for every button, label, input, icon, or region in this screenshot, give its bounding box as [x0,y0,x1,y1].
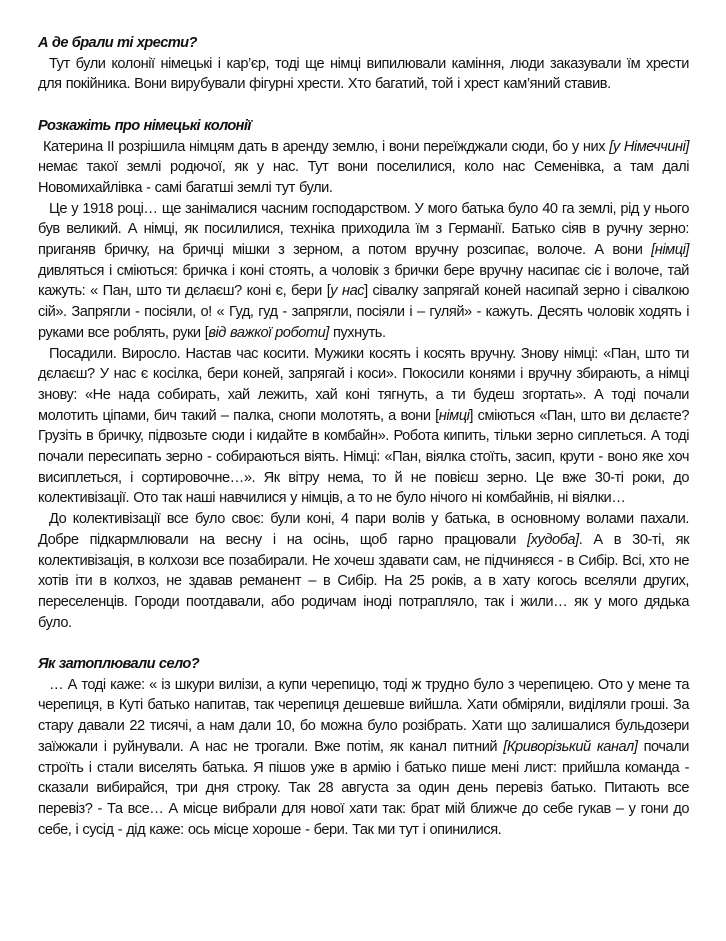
paragraph [38,675,689,841]
section-heading: Розкажіть про німецькі колонії [38,117,251,134]
spacer [38,633,689,654]
text-segment: Катерина ІІ розрішила німцям дать в аренду землю, і вони переїжджали сюди, бо у них [43,138,610,155]
section-heading: А де брали ті хрести? [38,35,197,51]
text-segment: . А в 30-ті, як колективізація, в колхози все позабирали. Не хочеш здавати сам, не підчиняєся - в Сибір. Всі, хто не хотів іти в колхоз, не здавав реманент – в Сибір. На 25 років, а в хату когось вселяли других, переселенців. Городи поотдавали, або родичам іноді потрапляло, так і жили… як у мого дядька було. [38,531,690,631]
spacer [38,95,689,116]
section-heading: Як затоплювали село? [38,656,200,673]
paragraph [38,137,689,199]
text-segment: почали строїть і стали виселять батька. Я пішов уже в армію і батько пише мені лист: прийшла команда - сказали вибирайся, три дня строку. Так 28 августа за один день перевіз батько. Питають все перевіз? - Та все… А місце вибрали для нової хати так: брат мій ближче до себе гукав – у гони до себе, і сусід - дід каже: ось місце хороше - бери. Так ми тут і опинилися. [38,738,689,838]
paragraph [38,344,689,510]
editorial-note: [німці] [651,242,689,259]
text-segment: дивляться і сміються: бричка і коні стоять, а чоловік з брички бере вручну насипає сіє і волоче, тай кажуть: « Пан, што ти дєлаєш? коні є, бери [ [38,262,689,300]
paragraph [38,54,689,95]
section-crosses [38,33,689,95]
document-page [38,33,689,840]
text-segment: До колективізації все було своє: були коні, 4 пари волів у батька, в основному волами пахали. Добре підкармлювали на весну і на осінь, щоб гарно працювали [38,511,689,548]
section-german-colonies [38,116,689,634]
editorial-note: у нас [330,283,365,300]
text-segment: Посадили. Виросло. Настав час косити. Мужики косять і косять вручну. Знову німці: «Пан, што ти дєлаєш? У нас є косілка, бери коней, запрягай і коси». Покосили конями і вручну збирають, а німці знову: «Не нада собирать, хай лежить, хай коні тягнуть, а ти будеш згортать». А тоді почали молотить ціпами, бич такий – палка, снопи молотять, а вони [ [38,345,689,424]
paragraph [38,199,689,344]
text-segment: Тут були колонії німецькі і кар’єр, тоді ще німці випилювали каміння, люди заказували їм хрести для покійника. Вони вирубували фігурні хрести. Хто багатий, той і хрест кам’яний ставив. [38,55,689,93]
text-segment: Це у 1918 році… ще занімалися часним господарством. У мого батька було 40 га землі, рід у нього був великий. А німці, як посилилися, техніка приходила їм з Германії. Батько сіяв в ручну зерно: приганяв бричку, на бричці мішки з зерном, а потом вручну розсипає, волоче. А вони [38,200,689,259]
editorial-note: німці [438,407,470,424]
editorial-note: [худоба] [527,531,579,548]
editorial-note: [Криворізький канал] [503,738,638,755]
text-segment: ] сівалку запрягай коней насипай зерно і сівалкою сій». Запрягли - посіяли, о! « Гуд, гуд - запрягли, посіяли і – гуляй» - кажуть. Десять чоловік ходять і руками все роблять, руки [ [38,283,689,341]
editorial-note: від важкої роботи] [208,324,329,341]
paragraph [38,509,689,633]
text-segment: ] сміються «Пан, што ви дєлаєте? Грузіть в бричку, підвозьте сюди і кидайте в комбайн». Робота кипить, тільки зерно сиплеться. А тоді почали пересипать зерно - собираються віять. Німці: «Пан, віялка стоїть, засип, крути - воно яке хоч висиплеться, і сортировочне…». Як вітру нема, то й не повієш зерно. Це вже 30-ті роки, до колективізації. Ото так наші навчилися у німців, а то не було нічого ні комбайнів, ні віялки… [38,407,689,507]
text-segment: немає такої землі родючої, як у нас. Тут вони поселилися, коло нас Семенівка, а там далі Новомихайлівка - самі багатші землі тут були. [38,159,689,196]
editorial-note: [у Німеччині] [609,138,689,155]
section-village-flooding [38,654,689,840]
text-segment: … А тоді каже: « із шкури вилізи, а купи черепицю, тоді ж трудно було з черепицею. Ото у мене та черепиця, в Куті батько напитав, так черепиця дешевше вийшла. Хати обміряли, виділяли гроші. За стару давали 22 тисячі, а нам дали 10, бо можна було розібрать. Хати що залишалися бульдозери заїжжали і руйнували. А нас не трогали. Вже потім, як канал питний [38,676,689,755]
text-segment: пухнуть. [328,324,386,341]
